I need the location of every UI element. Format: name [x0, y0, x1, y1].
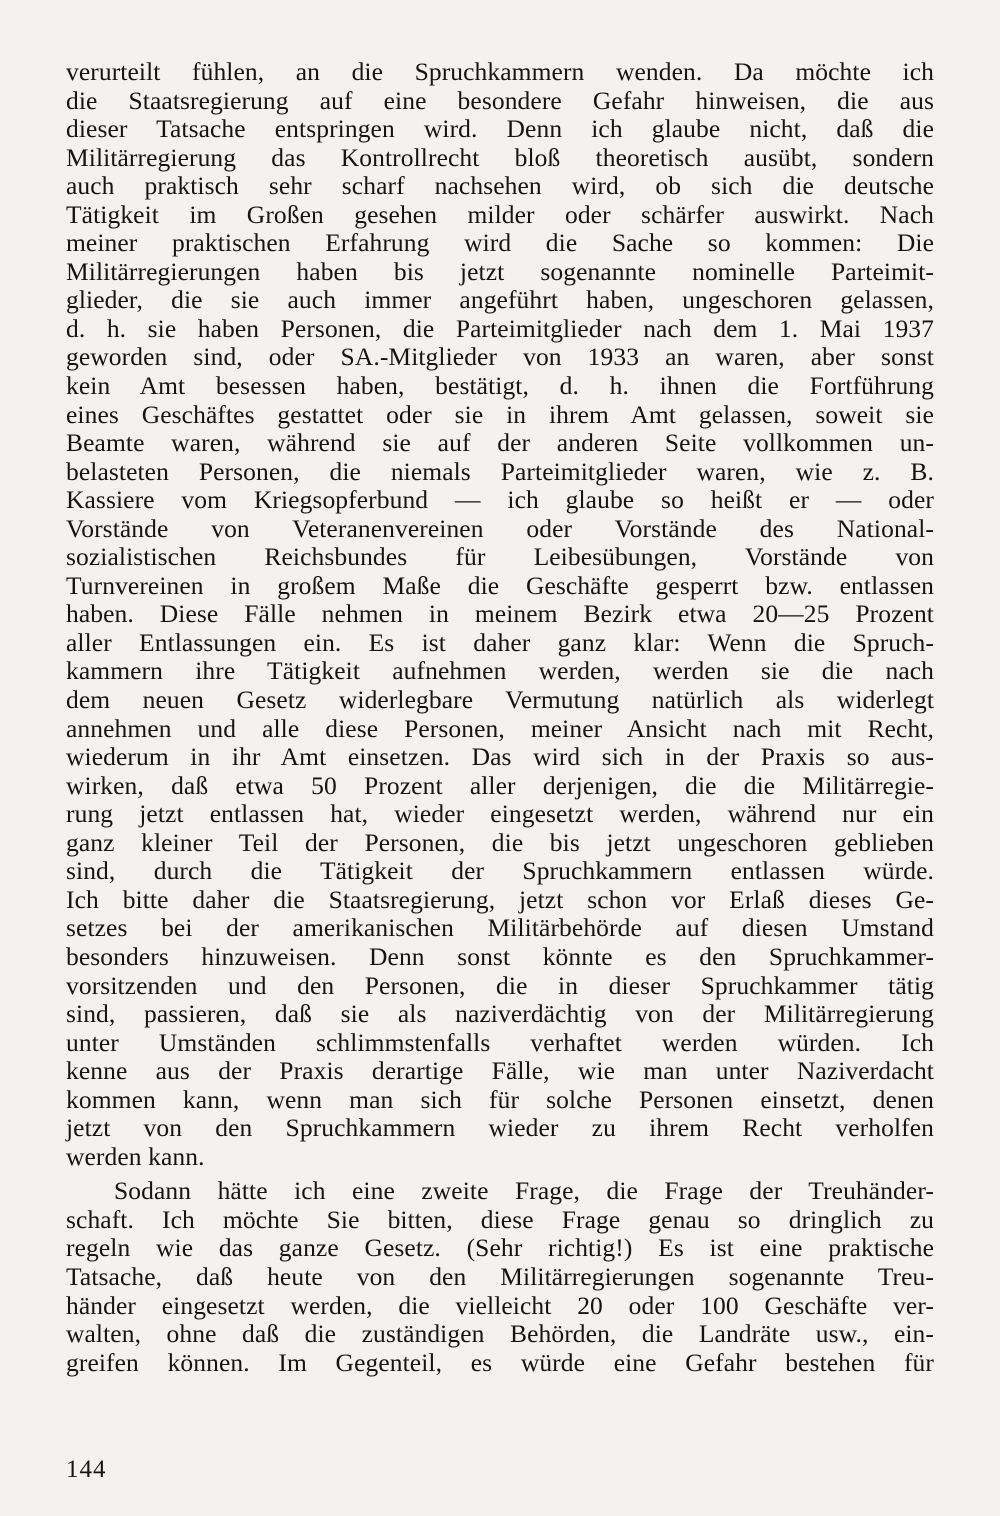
text-line: d. h. sie haben Personen, die Parteimitglieder nach dem 1. Mai 1937 [66, 313, 934, 343]
text-line: Sodann hätte ich eine zweite Frage, die Frage der Treuhänder- [114, 1176, 934, 1206]
text-line: dieser Tatsache entspringen wird. Denn ich glaube nicht, daß die [66, 114, 934, 144]
text-line: haben. Diese Fälle nehmen in meinem Bezirk etwa 20—25 Prozent [66, 599, 934, 629]
paragraph [66, 1177, 934, 1377]
text-line: Vorstände von Veteranenvereinen oder Vorstände des National- [66, 513, 934, 543]
text-line: Kassiere vom Kriegsopferbund — ich glaube so heißt er — oder [66, 485, 934, 515]
text-line: Tatsache, daß heute von den Militärregierungen sogenannte Treu- [66, 1261, 934, 1291]
text-line: regeln wie das ganze Gesetz. (Sehr richtig!) Es ist eine praktische [66, 1233, 934, 1263]
text-line: werden kann. [66, 1141, 205, 1171]
text-line: annehmen und alle diese Personen, meiner Ansicht nach mit Recht, [66, 713, 934, 743]
text-line: sind, durch die Tätigkeit der Spruchkammern entlassen würde. [66, 856, 934, 886]
text-line: sind, passieren, daß sie als naziverdächtig von der Militärregierung [66, 999, 934, 1029]
text-line: wirken, daß etwa 50 Prozent aller derjenigen, die die Militärregie- [66, 770, 934, 800]
text-line: dem neuen Gesetz widerlegbare Vermutung natürlich als widerlegt [66, 685, 934, 715]
text-line: Militärregierung das Kontrollrecht bloß theoretisch ausübt, sondern [66, 142, 934, 172]
text-line: aller Entlassungen ein. Es ist daher ganz klar: Wenn die Spruch- [66, 627, 934, 657]
text-line: kein Amt besessen haben, bestätigt, d. h. ihnen die Fortführung [66, 371, 934, 401]
text-line: eines Geschäftes gestattet oder sie in ihrem Amt gelassen, soweit sie [66, 399, 934, 429]
page-number: 144 [66, 1456, 107, 1483]
text-line: rung jetzt entlassen hat, wieder eingesetzt werden, während nur ein [66, 799, 934, 829]
text-line: kenne aus der Praxis derartige Fälle, wie man unter Naziverdacht [66, 1056, 934, 1086]
paragraph [66, 58, 934, 1171]
body-text [66, 58, 934, 1377]
text-line: unter Umständen schlimmstenfalls verhaftet werden würden. Ich [66, 1027, 934, 1057]
text-line: greifen können. Im Gegenteil, es würde eine Gefahr bestehen für [66, 1347, 934, 1377]
text-line: belasteten Personen, die niemals Parteimitglieder waren, wie z. B. [66, 456, 934, 486]
text-line: walten, ohne daß die zuständigen Behörden, die Landräte usw., ein- [66, 1319, 934, 1349]
text-line: kommen kann, wenn man sich für solche Personen einsetzt, denen [66, 1084, 934, 1114]
text-line: auch praktisch sehr scharf nachsehen wird, ob sich die deutsche [66, 171, 934, 201]
text-line: sozialistischen Reichsbundes für Leibesübungen, Vorstände von [66, 542, 934, 572]
text-line: setzes bei der amerikanischen Militärbehörde auf diesen Umstand [66, 913, 934, 943]
text-line: meiner praktischen Erfahrung wird die Sache so kommen: Die [66, 228, 934, 258]
text-line: Militärregierungen haben bis jetzt sogenannte nominelle Parteimit- [66, 256, 934, 286]
text-line: Turnvereinen in großem Maße die Geschäfte gesperrt bzw. entlassen [66, 570, 934, 600]
text-line: jetzt von den Spruchkammern wieder zu ihrem Recht verholfen [66, 1113, 934, 1143]
text-line: Tätigkeit im Großen gesehen milder oder schärfer auswirkt. Nach [66, 199, 934, 229]
text-line: verurteilt fühlen, an die Spruchkammern wenden. Da möchte ich [66, 57, 934, 86]
text-line: besonders hinzuweisen. Denn sonst könnte es den Spruchkammer- [66, 941, 934, 971]
text-line: vorsitzenden und den Personen, die in dieser Spruchkammer tätig [66, 970, 934, 1000]
text-line: glieder, die sie auch immer angeführt haben, ungeschoren gelassen, [66, 285, 934, 315]
text-line: kammern ihre Tätigkeit aufnehmen werden, werden sie die nach [66, 656, 934, 686]
text-line: ganz kleiner Teil der Personen, die bis jetzt ungeschoren geblieben [66, 827, 934, 857]
text-line: geworden sind, oder SA.-Mitglieder von 1933 an waren, aber sonst [66, 342, 934, 372]
text-line: schaft. Ich möchte Sie bitten, diese Frage genau so dringlich zu [66, 1204, 934, 1234]
text-line: Ich bitte daher die Staatsregierung, jetzt schon vor Erlaß dieses Ge- [66, 884, 934, 914]
text-line: wiederum in ihr Amt einsetzen. Das wird sich in der Praxis so aus- [66, 742, 934, 772]
text-line: die Staatsregierung auf eine besondere Gefahr hinweisen, die aus [66, 85, 934, 115]
text-line: Beamte waren, während sie auf der anderen Seite vollkommen un- [66, 428, 934, 458]
text-line: händer eingesetzt werden, die vielleicht 20 oder 100 Geschäfte ver- [66, 1290, 934, 1320]
